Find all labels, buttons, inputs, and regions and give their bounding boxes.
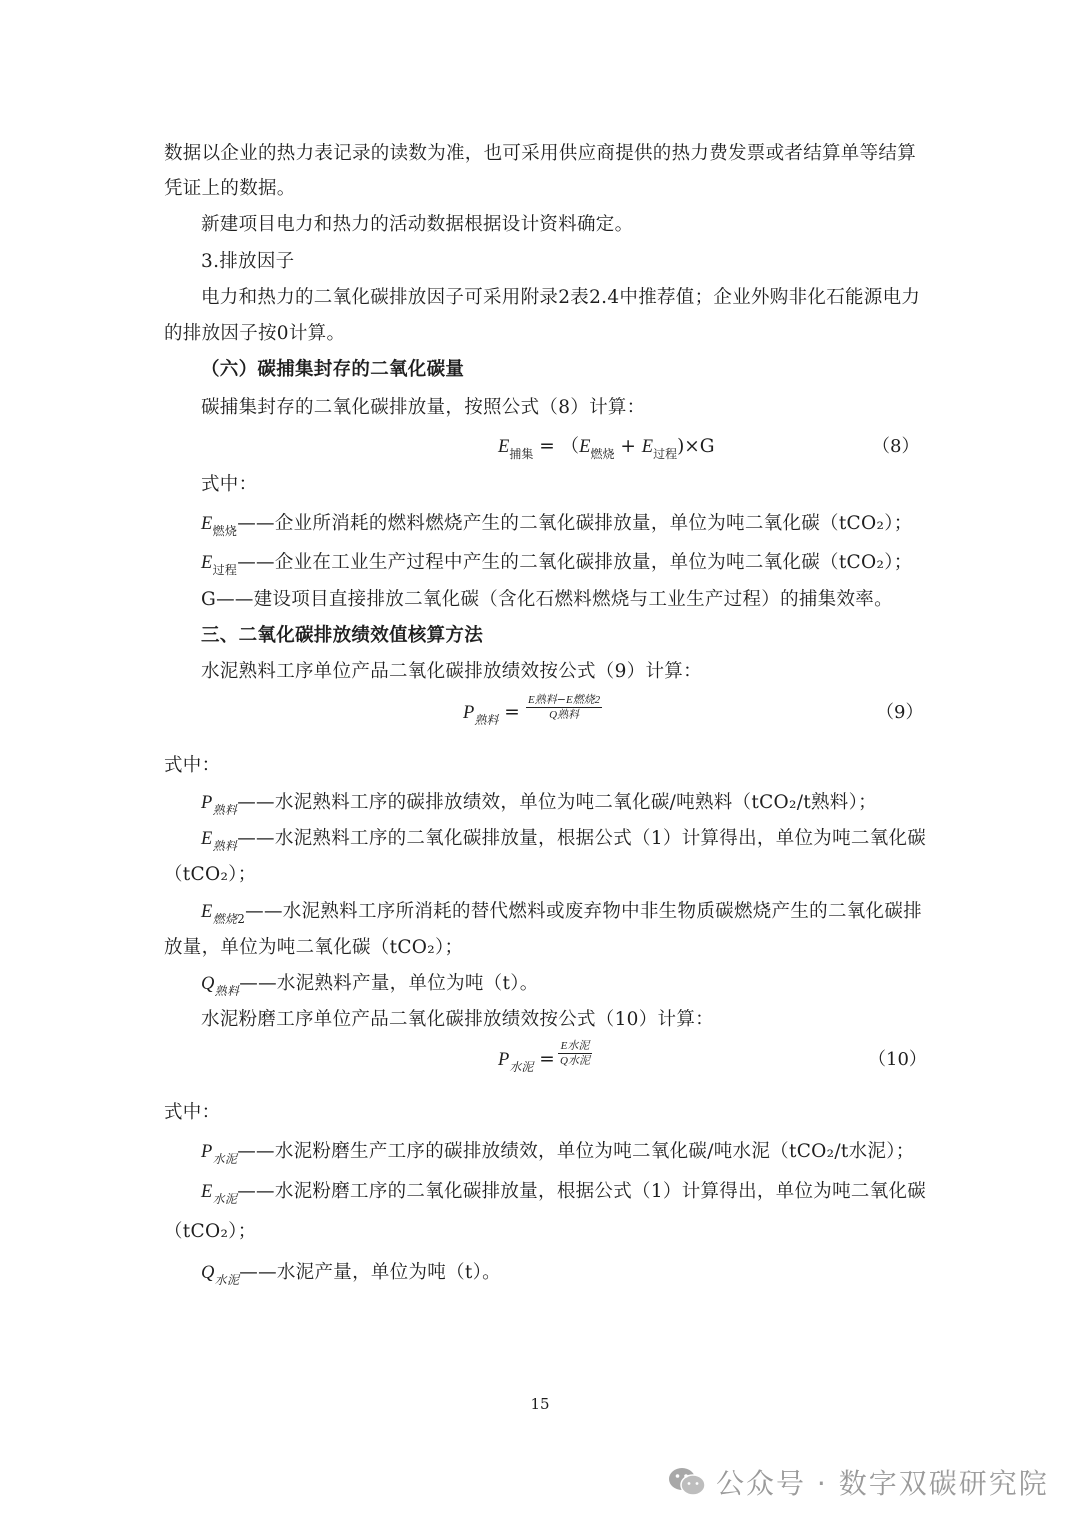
symbol-Q: Q [201,974,215,994]
subscript: 燃烧 [212,912,238,926]
subscript: 捕集 [509,447,534,461]
paragraph-line: 数据以企业的热力表记录的读数为准，也可采用供应商提供的热力费发票或者结算单等结算 [164,143,917,164]
wechat-icon [668,1466,706,1498]
label-shizhong: 式中： [164,755,221,776]
symbol-E: E [201,553,213,573]
definition-e-ranshao [201,511,913,544]
fraction-10 [558,1039,592,1068]
subscript: 熟料 [212,839,238,853]
equals-sign: = [539,1049,555,1070]
equation-number-9: （9） [876,702,924,723]
equation-10 [498,1047,555,1080]
definition-g: G——建设项目直接排放二氧化碳（含化石燃料燃烧与工业生产过程）的捕集效率。 [201,589,893,610]
definition-text: ——水泥产量，单位为吨（t）。 [239,1262,501,1283]
label-shizhong: 式中： [201,474,258,495]
subscript: 过程 [212,563,238,577]
paren-open: （ [560,436,580,457]
paragraph-line: 碳捕集封存的二氧化碳排放量，按照公式（8）计算： [201,397,646,418]
subscript: 水泥 [212,1152,238,1166]
symbol-E: E [641,437,654,457]
paragraph-line: 凭证上的数据。 [164,178,296,199]
definition-text: ——水泥熟料工序的二氧化碳排放量，根据公式（1）计算得出，单位为吨二氧化碳 [237,828,927,849]
subscript: 过程 [653,447,678,461]
definition-p-shuini [201,1139,915,1172]
subsection-heading: 3.排放因子 [201,251,295,272]
symbol-P: P [463,703,475,723]
definition-text: ——企业所消耗的燃料燃烧产生的二氧化碳排放量，单位为吨二氧化碳（tCO₂）； [237,513,913,534]
definition-text: ——水泥粉磨生产工序的碳排放绩效，单位为吨二氧化碳/吨水泥（tCO₂/t水泥）； [237,1141,915,1162]
section-heading: （六）碳捕集封存的二氧化碳量 [201,359,465,380]
equation-number-10: （10） [868,1049,927,1070]
watermark [668,1460,1049,1504]
paragraph-line: 水泥熟料工序单位产品二氧化碳排放绩效按公式（9）计算： [201,661,702,682]
symbol-P: P [201,793,213,813]
denominator: Q水泥 [560,1055,590,1067]
definition-p-shuliao [201,790,877,823]
symbol-E: E [201,514,213,534]
equation-8 [498,434,715,467]
subscript-number: 2 [237,912,246,926]
section-heading: 三、二氧化碳排放绩效值核算方法 [201,625,484,646]
symbol-E: E [201,902,213,922]
definition-e-guocheng [201,550,913,583]
definition-text: ——水泥粉磨工序的二氧化碳排放量，根据公式（1）计算得出，单位为吨二氧化碳 [237,1181,927,1202]
symbol-E: E [579,437,591,457]
paragraph-line: 电力和热力的二氧化碳排放因子可采用附录2表2.4中推荐值；企业外购非化石能源电力 [201,287,921,308]
watermark-text: 公众号 · 数字双碳研究院 [716,1467,1049,1500]
subscript: 熟料 [474,713,499,727]
fraction-9 [526,693,602,722]
definition-q-shuliao [201,971,539,1004]
symbol-E: E [498,437,510,457]
paragraph-line: 新建项目电力和热力的活动数据根据设计资料确定。 [201,214,634,235]
symbol-P: P [201,1142,213,1162]
equals-sign: = [539,436,555,457]
paragraph-line: （tCO₂）； [164,864,257,885]
subscript: 熟料 [214,984,240,998]
symbol-P: P [498,1050,510,1070]
definition-text: ——水泥熟料工序的碳排放绩效，单位为吨二氧化碳/吨熟料（tCO₂/t熟料）； [237,792,877,813]
definition-text: ——水泥熟料工序所消耗的替代燃料或废弃物中非生物质碳燃烧产生的二氧化碳排 [245,901,922,922]
equation-9 [463,700,520,733]
subscript: 水泥 [509,1060,534,1074]
definition-e-shuliao [201,826,926,859]
symbol-E: E [201,1182,213,1202]
subscript: 燃烧 [212,524,238,538]
equation-number-8: （8） [872,436,920,457]
paragraph-line: 的排放因子按0计算。 [164,323,346,344]
definition-text: ——水泥熟料产量，单位为吨（t）。 [239,973,539,994]
denominator: Q熟料 [549,709,580,721]
symbol-Q: Q [201,1263,215,1283]
subscript: 熟料 [212,803,238,817]
subscript: 水泥 [212,1192,238,1206]
subscript: 水泥 [214,1273,240,1287]
numerator: E水泥 [558,1039,592,1054]
numerator: E熟料−E燃烧2 [528,693,601,706]
paragraph-line: 水泥粉磨工序单位产品二氧化碳排放绩效按公式（10）计算： [201,1009,714,1030]
subscript: 燃烧 [590,447,615,461]
paragraph-line: （tCO₂）； [164,1221,257,1242]
definition-e-shuini [201,1179,926,1212]
plus-sign: + [620,436,636,457]
equation-tail: )×G [677,436,715,457]
paragraph-line: 放量，单位为吨二氧化碳（tCO₂）； [164,937,464,958]
symbol-E: E [201,829,213,849]
definition-text: ——企业在工业生产过程中产生的二氧化碳排放量，单位为吨二氧化碳（tCO₂）； [237,552,913,573]
definition-q-shuini [201,1260,501,1293]
label-shizhong: 式中： [164,1102,221,1123]
definition-e-ranshao2 [201,899,922,932]
page-number: 15 [530,1395,550,1413]
equals-sign: = [504,702,520,723]
